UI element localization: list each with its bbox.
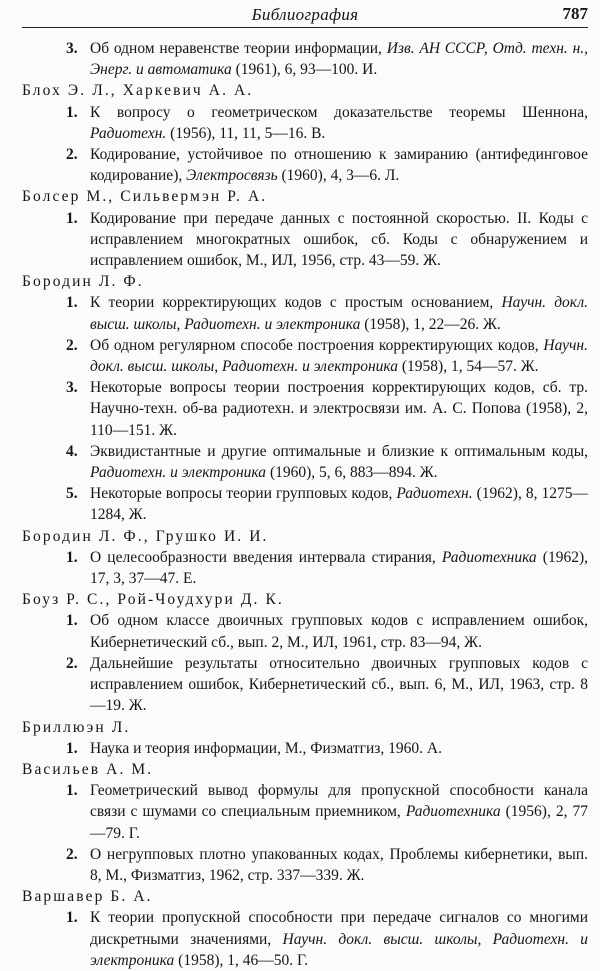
author-heading: Варшавер Б. А. xyxy=(22,888,153,906)
author-block xyxy=(22,886,588,971)
journal-title: Радиотехника xyxy=(405,803,501,821)
bibliography-list xyxy=(22,38,588,971)
bibliography-entry xyxy=(22,102,588,144)
entry-text: Об одном регулярном способе построения корректирующих кодов, xyxy=(90,336,544,354)
entry-text: (1962), 17, 3, 37—47. Е. xyxy=(90,548,588,588)
entry-text: К вопросу о геометрическом доказательстве теоремы Шеннона, xyxy=(90,103,588,121)
bibliography-entry xyxy=(22,292,588,334)
bibliography-entry xyxy=(22,208,588,272)
author-block xyxy=(22,589,588,716)
entry-number: 1. xyxy=(66,548,78,566)
entry-number: 3. xyxy=(66,379,78,397)
entry-number: 2. xyxy=(66,336,78,354)
bibliography-entry xyxy=(22,610,588,652)
journal-title: Радиотехн. и электроника xyxy=(90,464,267,482)
entry-number: 2. xyxy=(66,845,78,863)
entry-text: (1962), 8, 1275—1284, Ж. xyxy=(90,485,588,524)
running-header-title: Библиография xyxy=(251,5,359,24)
bibliography-entry xyxy=(22,377,588,441)
entry-text: Некоторые вопросы теории построения корректирующих кодов, сб. тр. Научно-техн. об-ва радиотехн. и электросвязи им. А. С. Попова (1958), 2, 110—151. Ж. xyxy=(90,379,588,439)
running-header xyxy=(22,3,588,28)
entry-text: Некоторые вопросы теории групповых кодов, xyxy=(90,485,397,503)
entry-text: К теории корректирующих кодов с простым основанием, xyxy=(90,294,502,312)
entry-text: К теории пропускной способности при передаче сигналов со многими дискретными значениями, xyxy=(90,909,588,948)
author-block xyxy=(22,717,588,759)
entry-number: 1. xyxy=(66,209,78,227)
entry-text: О целесообразности введения интервала стирания, xyxy=(90,548,442,566)
entry-number: 1. xyxy=(66,103,78,121)
entry-text: Кодирование при передаче данных с постоянной скоростью. II. Коды с исправлением многократных ошибок, сб. Коды с обнаружением и исправлением ошибок, М., ИЛ, 1956, стр. 43—59. Ж. xyxy=(90,209,588,270)
author-block xyxy=(22,38,588,80)
author-block xyxy=(22,526,588,590)
entry-text: (1956), 2, 77—79. Г. xyxy=(90,803,588,842)
bibliography-entry xyxy=(22,738,588,759)
journal-title: Изв. АН СССР, Отд. техн. н., Энерг. и автоматика xyxy=(90,40,589,79)
entry-number: 2. xyxy=(66,146,78,164)
journal-title: Научн. докл. высш. школы, Радиотехн. и электроника xyxy=(90,294,588,333)
journal-title: Радиотехн. xyxy=(396,485,473,503)
entry-text: Об одном неравенстве теории информации, xyxy=(90,40,387,57)
entry-number: 1. xyxy=(66,739,78,757)
entry-number: 3. xyxy=(66,40,78,57)
author-block xyxy=(22,80,588,186)
journal-title: Электросвязь xyxy=(186,167,278,185)
author-heading: Бородин Л. Ф., Грушко И. И. xyxy=(22,527,269,545)
author-heading: Боуз Р. С., Рой-Чоудхури Д. К. xyxy=(22,591,284,609)
entry-text: Геометрический вывод формулы для пропускной способности канала связи с шумами со специальным приемником, xyxy=(90,782,588,821)
entry-number: 4. xyxy=(66,442,78,460)
entry-text: (1958), 1, 54—57. Ж. xyxy=(398,358,539,376)
bibliography-entry xyxy=(22,38,588,80)
author-heading: Бородин Л. Ф. xyxy=(22,273,144,291)
bibliography-entry xyxy=(22,653,588,717)
entry-number: 1. xyxy=(66,294,78,312)
entry-text: (1960), 4, 3—6. Л. xyxy=(277,167,400,185)
entry-number: 1. xyxy=(66,909,78,927)
entry-text: (1958), 1, 22—26. Ж. xyxy=(360,315,501,333)
bibliography-entry xyxy=(22,780,588,844)
bibliography-entry xyxy=(22,844,588,886)
entry-number: 1. xyxy=(66,782,78,800)
journal-title: Радиотехника xyxy=(441,548,537,566)
entry-number: 2. xyxy=(66,654,78,672)
entry-text: О негрупповых плотно упакованных кодах, Проблемы кибернетики, вып. 8, М., Физматгиз, 1962, стр. 337—339. Ж. xyxy=(90,845,588,884)
entry-text: Эквидистантные и другие оптимальные и близкие к оптимальным коды, xyxy=(90,442,588,460)
bibliography-entry xyxy=(22,907,588,971)
page-number: 787 xyxy=(562,4,588,23)
journal-title: Радиотехн. xyxy=(90,124,167,142)
author-heading: Болсер М., Сильвермэн Р. А. xyxy=(22,188,268,206)
author-heading: Васильев А. М. xyxy=(22,760,154,778)
entry-text: (1958), 1, 46—50. Г. xyxy=(174,951,309,969)
bibliography-entry xyxy=(22,547,588,589)
entry-text: (1961), 6, 93—100. И. xyxy=(231,61,378,79)
bibliography-entry xyxy=(22,441,588,483)
entry-number: 5. xyxy=(66,485,78,503)
entry-text: Кодирование, устойчивое по отношению к замиранию (антифединговое кодирование), xyxy=(90,146,588,185)
bibliography-entry xyxy=(22,483,588,525)
entry-text: Дальнейшие результаты относительно двоичных групповых кодов с исправлением ошибок, Кибернетический сб., вып. 6, М., ИЛ, 1963, стр. 8—19. Ж. xyxy=(90,654,588,715)
entry-text: (1956), 11, 11, 5—16. В. xyxy=(166,124,326,142)
author-block xyxy=(22,186,588,271)
bibliography-entry xyxy=(22,144,588,186)
journal-title: Научн. докл. высш. школы, Радиотехн. и электроника xyxy=(90,336,588,376)
author-block xyxy=(22,759,588,886)
bibliography-entry xyxy=(22,335,588,377)
entry-text: Об одном классе двоичных групповых кодов с исправлением ошибок, Кибернетический сб., вып. 2, М., ИЛ, 1961, стр. 83—94, Ж. xyxy=(90,612,588,651)
author-block xyxy=(22,271,588,525)
entry-text: (1960), 5, 6, 883—894. Ж. xyxy=(266,464,438,482)
author-heading: Бриллюэн Л. xyxy=(22,718,131,736)
entry-number: 1. xyxy=(66,612,78,630)
entry-text: Наука и теория информации, М., Физматгиз, 1960. А. xyxy=(90,739,442,757)
journal-title: Научн. докл. высш. школы, Радиотехн. и электроника xyxy=(90,930,589,969)
author-heading: Блох Э. Л., Харкевич А. А. xyxy=(22,82,254,100)
